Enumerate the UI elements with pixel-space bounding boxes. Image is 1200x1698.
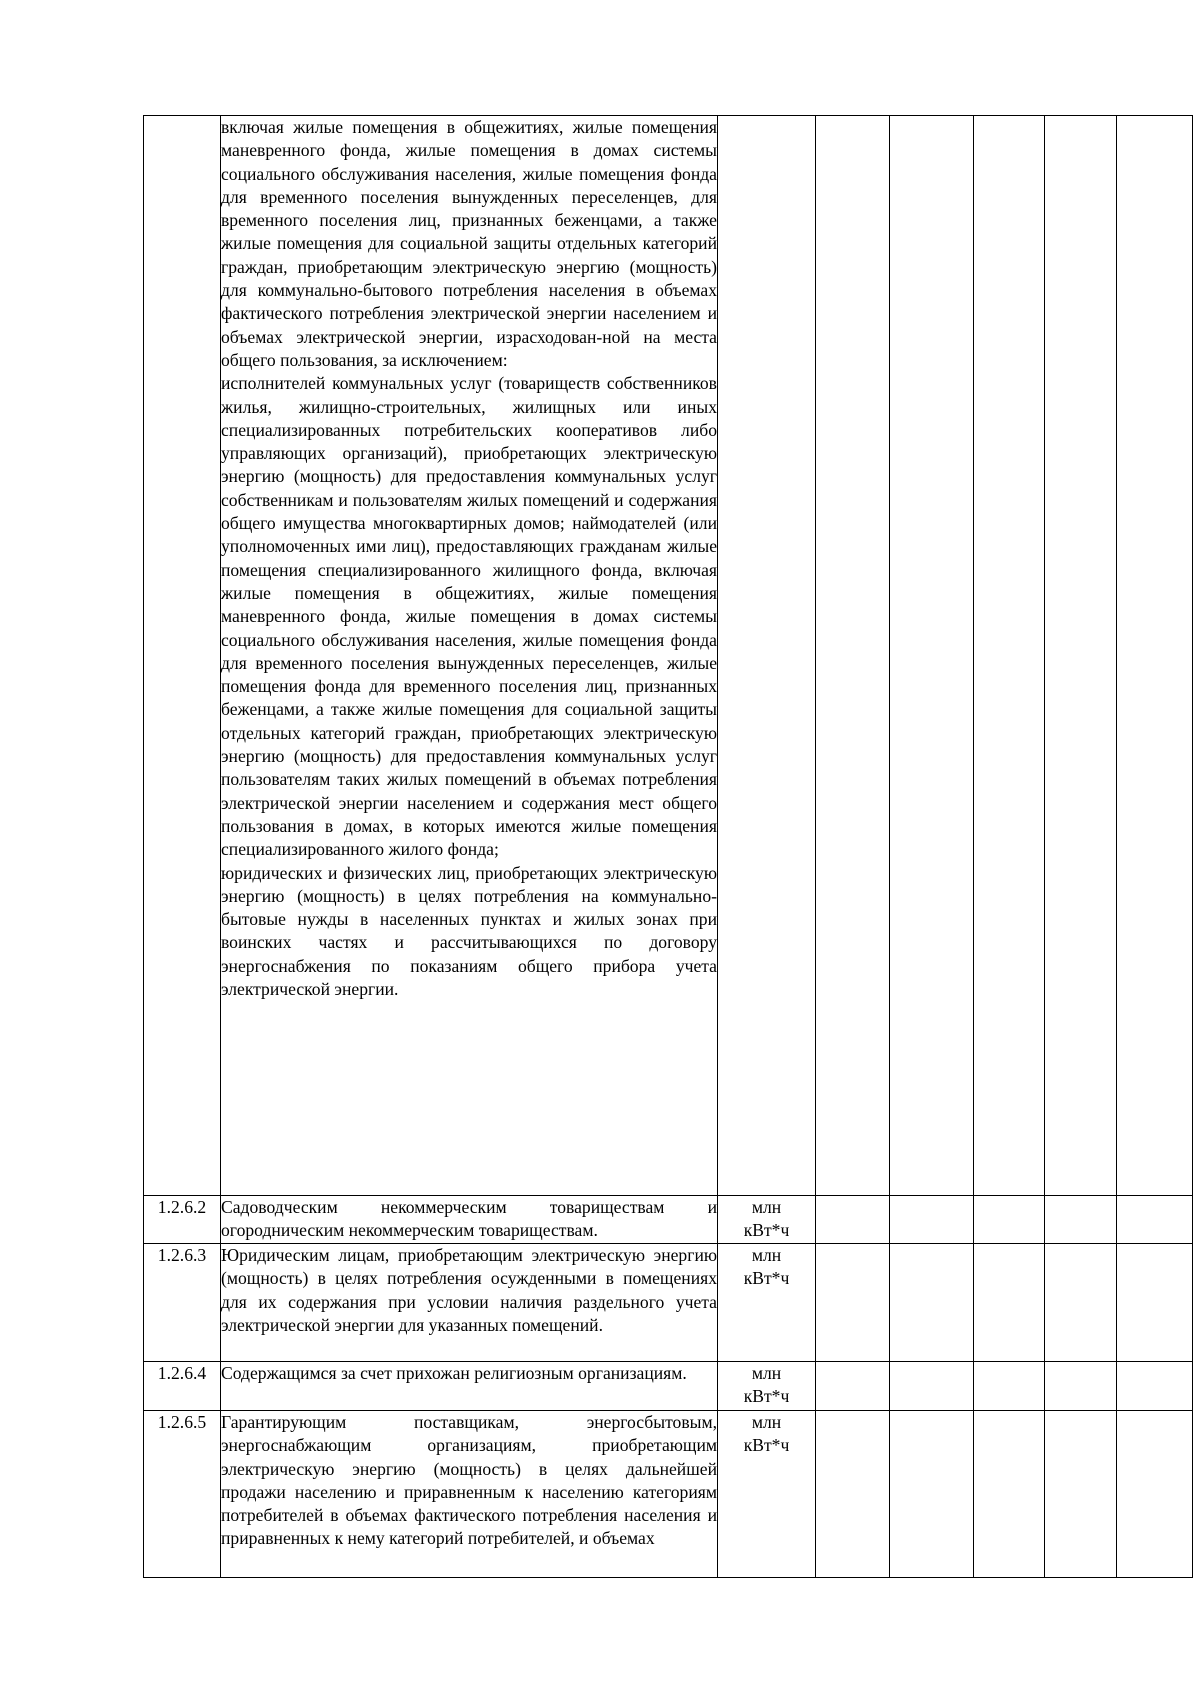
- row-number: 1.2.6.5: [144, 1411, 221, 1578]
- unit-cell: млн кВт*ч: [718, 1411, 816, 1578]
- paragraph: Садоводческим некоммерческим товариществам и огородническим некоммерческим товариществам.: [221, 1197, 717, 1241]
- table-row: [144, 116, 1193, 1196]
- value-cell: [1117, 1196, 1193, 1244]
- value-cell: [1045, 116, 1117, 1196]
- value-cell: [890, 1196, 974, 1244]
- table-row: [144, 1411, 1193, 1578]
- row-number: 1.2.6.3: [144, 1244, 221, 1362]
- value-cell: [974, 116, 1045, 1196]
- row-number: [144, 116, 221, 1196]
- row-number: 1.2.6.2: [144, 1196, 221, 1244]
- value-cell: [1045, 1244, 1117, 1362]
- row-number: 1.2.6.4: [144, 1362, 221, 1411]
- paragraph: исполнителей коммунальных услуг (товариществ собственников жилья, жилищно-строительных, жилищных или иных специализированных потребительских кооперативов либо управляющих организаций), приобретающих электрическую энергию (мощность) для предоставления коммунальных услуг собственникам и пользователям жилых помещений и содержания общего имущества многоквартирных домов; наймодателей (или уполномоченных ими лиц), предоставляющих гражданам жилые помещения специализированного жилищного фонда, включая жилые помещения в общежитиях, жилые помещения маневренного фонда, жилые помещения в домах системы социального обслуживания населения, жилые помещения фонда для временного поселения вынужденных переселенцев, жилые помещения фонда для временного поселения лиц, признанных беженцами, а также жилые помещения для социальной защиты отдельных категорий граждан, приобретающих электрическую энергию (мощность) для предоставления коммунальных услуг пользователям таких жилых помещений в объемах потребления электрической энергии населением и содержания мест общего пользования в домах, в которых имеются жилые помещения специализированного жилого фонда;: [221, 373, 717, 860]
- value-cell: [890, 1244, 974, 1362]
- paragraph: Юридическим лицам, приобретающим электрическую энергию (мощность) в целях потребления осужденными в помещениях для их содержания при условии наличия раздельного учета электрической энергии для указанных помещений.: [221, 1245, 717, 1335]
- value-cell: [816, 1196, 890, 1244]
- value-cell: [1117, 1411, 1193, 1578]
- data-table: [143, 115, 1193, 1578]
- row-text: [221, 116, 718, 1196]
- value-cell: [816, 116, 890, 1196]
- value-cell: [1045, 1196, 1117, 1244]
- table-row: [144, 1362, 1193, 1411]
- value-cell: [890, 1411, 974, 1578]
- value-cell: [890, 116, 974, 1196]
- table-row: [144, 1196, 1193, 1244]
- paragraph: юридических и физических лиц, приобретающих электрическую энергию (мощность) в целях потребления на коммунально-бытовые нужды в населенных пунктах и жилых зонах при воинских частях и рассчитывающихся по договору энергоснабжения по показаниям общего прибора учета электрической энергии.: [221, 862, 717, 999]
- paragraph: Гарантирующим поставщикам, энергосбытовым, энергоснабжающим организациям, приобретающим электрическую энергию (мощность) в целях дальнейшей продажи населению и приравненным к населению категориям потребителей в объемах фактического потребления населения и приравненных к нему категорий потребителей, и объемах: [221, 1412, 717, 1549]
- paragraph: Содержащимся за счет прихожан религиозным организациям.: [221, 1363, 687, 1383]
- value-cell: [816, 1411, 890, 1578]
- value-cell: [1117, 116, 1193, 1196]
- row-text: [221, 1362, 718, 1411]
- value-cell: [890, 1362, 974, 1411]
- unit-cell: [718, 116, 816, 1196]
- row-text: [221, 1411, 718, 1578]
- value-cell: [974, 1196, 1045, 1244]
- value-cell: [1117, 1362, 1193, 1411]
- value-cell: [816, 1244, 890, 1362]
- unit-cell: млн кВт*ч: [718, 1362, 816, 1411]
- value-cell: [1045, 1362, 1117, 1411]
- value-cell: [1117, 1244, 1193, 1362]
- unit-cell: млн кВт*ч: [718, 1196, 816, 1244]
- unit-cell: млн кВт*ч: [718, 1244, 816, 1362]
- row-text: [221, 1244, 718, 1362]
- row-text: [221, 1196, 718, 1244]
- value-cell: [1045, 1411, 1117, 1578]
- value-cell: [974, 1411, 1045, 1578]
- value-cell: [974, 1362, 1045, 1411]
- value-cell: [816, 1362, 890, 1411]
- table-row: [144, 1244, 1193, 1362]
- paragraph: включая жилые помещения в общежитиях, жилые помещения маневренного фонда, жилые помещения в домах системы социального обслуживания населения, жилые помещения фонда для временного поселения вынужденных переселенцев, для временного поселения лиц, признанных беженцами, а также жилые помещения для социальной защиты отдельных категорий граждан, приобретающим электрическую энергию (мощность) для коммунально-бытового потребления населения в объемах фактического потребления электрической энергии населением и объемах электрической энергии, израсходован-ной на места общего пользования, за исключением:: [221, 117, 717, 370]
- value-cell: [974, 1244, 1045, 1362]
